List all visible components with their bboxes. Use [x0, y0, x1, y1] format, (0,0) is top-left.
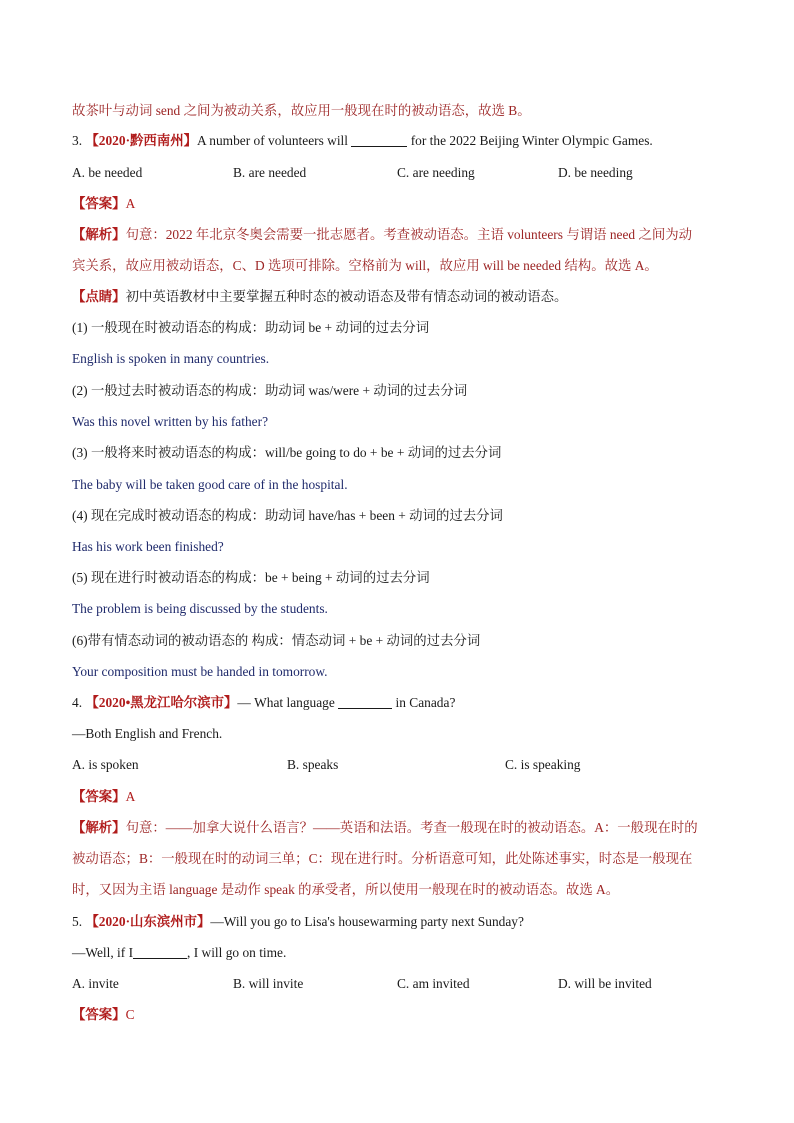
answer-label: 【答案】 — [72, 1007, 126, 1022]
example-3: The baby will be taken good care of in the hospital. — [72, 477, 348, 492]
rule-6: (6)带有情态动词的被动语态的 构成：情态动词 + be + 动词的过去分词 — [72, 633, 481, 648]
question-reply: —Both English and French. — [72, 726, 223, 741]
question-text: for the 2022 Beijing Winter Olympic Games. — [410, 133, 653, 148]
answer-label: 【答案】 — [72, 789, 126, 804]
example-5: The problem is being discussed by the students. — [72, 601, 328, 616]
option-b: B. are needed — [233, 165, 307, 180]
question-text: in Canada? — [395, 695, 456, 710]
answer-value: A — [125, 789, 136, 804]
option-a: A. invite — [72, 976, 119, 991]
explanation-text: 时，又因为主语 language 是动作 speak 的承受者，所以使用一般现在时的被动语态。故选 A。 — [72, 882, 620, 897]
answer-value: A — [125, 196, 136, 211]
explanation-line — [72, 818, 732, 838]
question-number: 3. — [72, 133, 83, 148]
rule-1: (1) 一般现在时被动语态的构成：助动词 be + 动词的过去分词 — [72, 320, 430, 335]
option-c: C. are needing — [397, 165, 475, 180]
question-text: A number of volunteers will — [197, 133, 348, 148]
explanation-text: 宾关系，故应用被动语态，C、D 选项可排除。空格前为 will，故应用 will be needed 结构。故选 A。 — [72, 258, 658, 273]
question-source: 【2020•黑龙江哈尔滨市】 — [85, 695, 238, 710]
option-a: A. be needed — [72, 165, 143, 180]
question-4 — [72, 693, 732, 713]
explanation-label: 【解析】 — [72, 227, 126, 242]
example-6: Your composition must be handed in tomorrow. — [72, 664, 328, 679]
example-2: Was this novel written by his father? — [72, 414, 269, 429]
explanation-text: 被动语态；B：一般现在时的动词三单；C：现在进行时。分析语意可知，此处陈述事实，时态是一般现在 — [72, 851, 693, 866]
rule-5: (5) 现在进行时被动语态的构成：be + being + 动词的过去分词 — [72, 570, 430, 585]
question-source: 【2020·黔西南州】 — [85, 133, 197, 148]
answer-blank — [351, 132, 407, 147]
answer-label: 【答案】 — [72, 196, 126, 211]
question-number: 5. — [72, 914, 83, 929]
explanation-line — [72, 225, 732, 245]
question-3 — [72, 131, 732, 151]
example-4: Has his work been finished? — [72, 539, 224, 554]
option-b: B. will invite — [233, 976, 304, 991]
tip-label: 【点睛】 — [72, 289, 126, 304]
option-c: C. am invited — [397, 976, 470, 991]
rule-2: (2) 一般过去时被动语态的构成：助动词 was/were + 动词的过去分词 — [72, 383, 468, 398]
rule-4: (4) 现在完成时被动语态的构成：助动词 have/has + been + 动词的过去分词 — [72, 508, 503, 523]
question-text: —Will you go to Lisa's housewarming party next Sunday? — [210, 914, 524, 929]
answer-value: C — [125, 1007, 135, 1022]
explanation-continuation: 故茶叶与动词 send 之间为被动关系，故应用一般现在时的被动语态，故选 B。 — [72, 103, 531, 118]
answer-line — [72, 787, 732, 807]
answer-line — [72, 194, 732, 214]
question-number: 4. — [72, 695, 83, 710]
option-a: A. is spoken — [72, 757, 139, 772]
option-d: D. be needing — [558, 165, 633, 180]
question-source: 【2020·山东滨州市】 — [85, 914, 211, 929]
question-5 — [72, 912, 732, 932]
reply-text: , I will go on time. — [187, 945, 287, 960]
option-b: B. speaks — [287, 757, 339, 772]
option-c: C. is speaking — [505, 757, 581, 772]
answer-blank — [338, 694, 392, 709]
question-text: — What language — [237, 695, 335, 710]
reply-text: —Well, if I — [72, 945, 134, 960]
tip-line — [72, 287, 732, 307]
explanation-text: 句意：——加拿大说什么语言？——英语和法语。考查一般现在时的被动语态。A：一般现在时的 — [125, 820, 698, 835]
question-reply — [72, 943, 732, 963]
answer-line — [72, 1005, 732, 1025]
tip-text: 初中英语教材中主要掌握五种时态的被动语态及带有情态动词的被动语态。 — [125, 289, 568, 304]
explanation-label: 【解析】 — [72, 820, 126, 835]
answer-blank — [133, 944, 187, 959]
option-d: D. will be invited — [558, 976, 652, 991]
explanation-text: 句意：2022 年北京冬奥会需要一批志愿者。考查被动语态。主语 volunteers 与谓语 need 之间为动 — [125, 227, 693, 242]
example-1: English is spoken in many countries. — [72, 351, 270, 366]
rule-3: (3) 一般将来时被动语态的构成：will/be going to do + be + 动词的过去分词 — [72, 445, 502, 460]
